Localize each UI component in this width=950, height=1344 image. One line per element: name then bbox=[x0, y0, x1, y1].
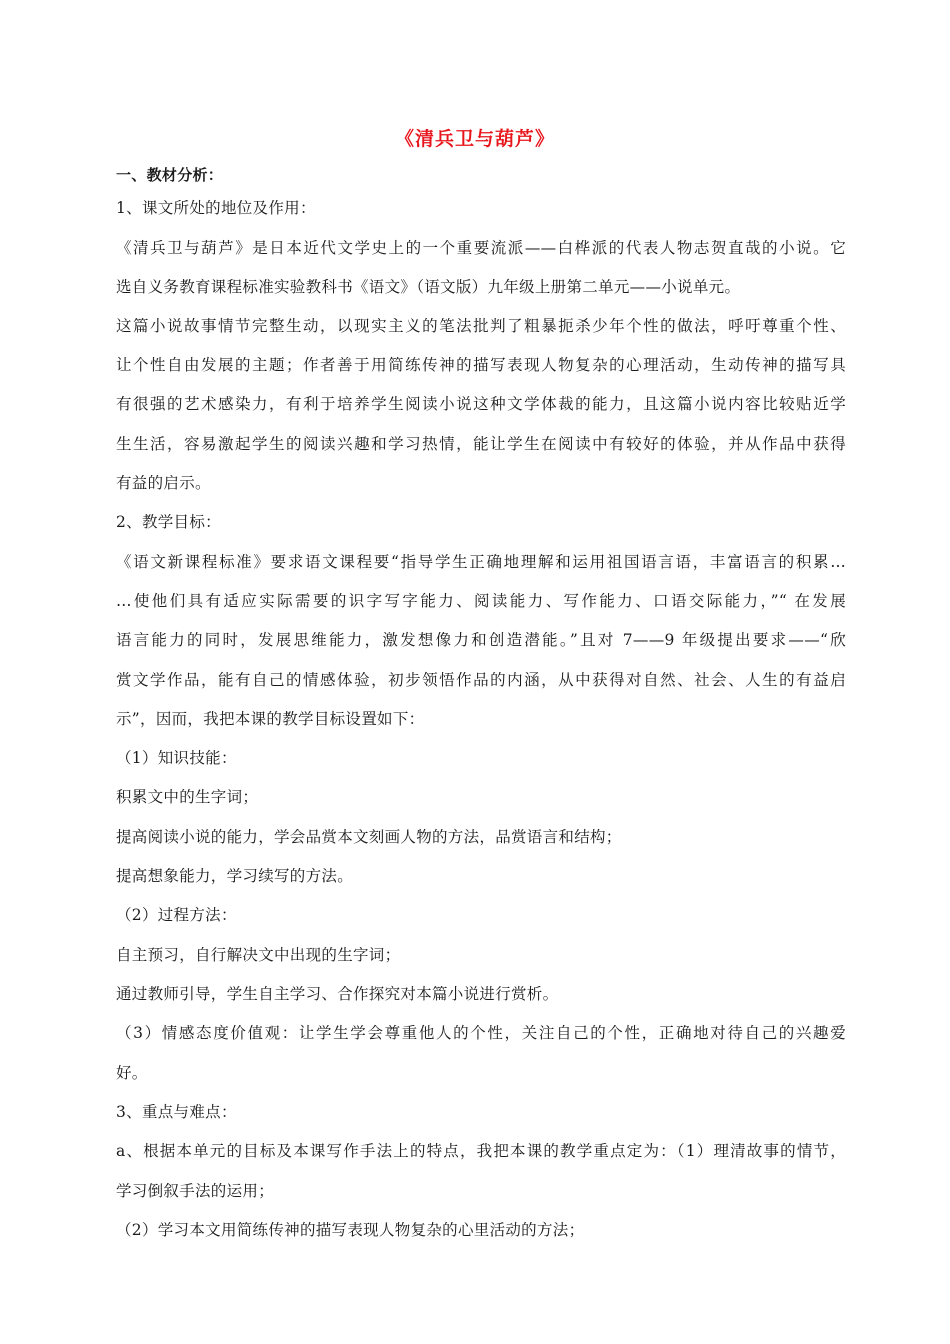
subheading: 1、课文所处的地位及作用： bbox=[116, 199, 316, 217]
list-item: 提高阅读小说的能力，学会品赏本文刻画人物的方法，品赏语言和结构； bbox=[116, 828, 622, 846]
paragraph-line: 有很强的艺术感染力，有利于培养学生阅读小说这种文学体裁的能力，且这篇小说内容比较贴近学 bbox=[116, 395, 846, 413]
paragraph-line: 赏文学作品，能有自己的情感体验，初步领悟作品的内涵，从中获得对自然、社会、人生的有益启 bbox=[116, 671, 846, 689]
list-heading: （3）情感态度价值观：让学生学会尊重他人的个性，关注自己的个性，正确地对待自己的兴趣爱 bbox=[116, 1024, 846, 1042]
paragraph-line: 有益的启示。 bbox=[116, 474, 211, 492]
list-item: 提高想象能力，学习续写的方法。 bbox=[116, 867, 354, 885]
list-item: （2）学习本文用简练传神的描写表现人物复杂的心里活动的方法； bbox=[116, 1221, 585, 1239]
paragraph-line: 学习倒叙手法的运用； bbox=[116, 1182, 275, 1200]
subheading: 3、重点与难点： bbox=[116, 1103, 237, 1121]
paragraph-line: …使他们具有适应实际需要的识字写字能力、阅读能力、写作能力、口语交际能力，”“ 在发展 bbox=[116, 592, 846, 610]
section-heading: 一、教材分析： bbox=[116, 166, 224, 184]
paragraph-line: 《清兵卫与葫芦》是日本近代文学史上的一个重要流派——白桦派的代表人物志贺直哉的小说。它 bbox=[116, 239, 846, 257]
paragraph-line: 语言能力的同时，发展思维能力，激发想像力和创造潜能。”且对 7——9 年级提出要求——“欣 bbox=[116, 631, 846, 649]
paragraph-line: 《语文新课程标准》要求语文课程要“指导学生正确地理解和运用祖国语言语，丰富语言的积累… bbox=[116, 553, 846, 571]
paragraph-line: 这篇小说故事情节完整生动，以现实主义的笔法批判了粗暴扼杀少年个性的做法，呼吁尊重个性、 bbox=[116, 317, 846, 335]
paragraph-line: a、根据本单元的目标及本课写作手法上的特点，我把本课的教学重点定为：（1）理清故事的情节， bbox=[116, 1142, 846, 1160]
list-item: 自主预习，自行解决文中出现的生字词； bbox=[116, 946, 401, 964]
list-item: 积累文中的生字词； bbox=[116, 788, 259, 806]
list-heading: （1）知识技能： bbox=[116, 749, 237, 767]
list-item: 通过教师引导，学生自主学习、合作探究对本篇小说进行赏析。 bbox=[116, 985, 559, 1003]
subheading: 2、教学目标： bbox=[116, 513, 221, 531]
list-heading: （2）过程方法： bbox=[116, 906, 237, 924]
paragraph-line: 让个性自由发展的主题；作者善于用简练传神的描写表现人物复杂的心理活动，生动传神的描写具 bbox=[116, 356, 846, 374]
paragraph-line: 好。 bbox=[116, 1064, 148, 1082]
paragraph-line: 生生活，容易激起学生的阅读兴趣和学习热情，能让学生在阅读中有较好的体验，并从作品中获得 bbox=[116, 435, 846, 453]
paragraph-line: 选自义务教育课程标准实验教科书《语文》（语文版）九年级上册第二单元——小说单元。 bbox=[116, 278, 741, 296]
paragraph-line: 示”，因而，我把本课的教学目标设置如下： bbox=[116, 710, 425, 728]
document-title: 《清兵卫与葫芦》 bbox=[394, 128, 555, 150]
